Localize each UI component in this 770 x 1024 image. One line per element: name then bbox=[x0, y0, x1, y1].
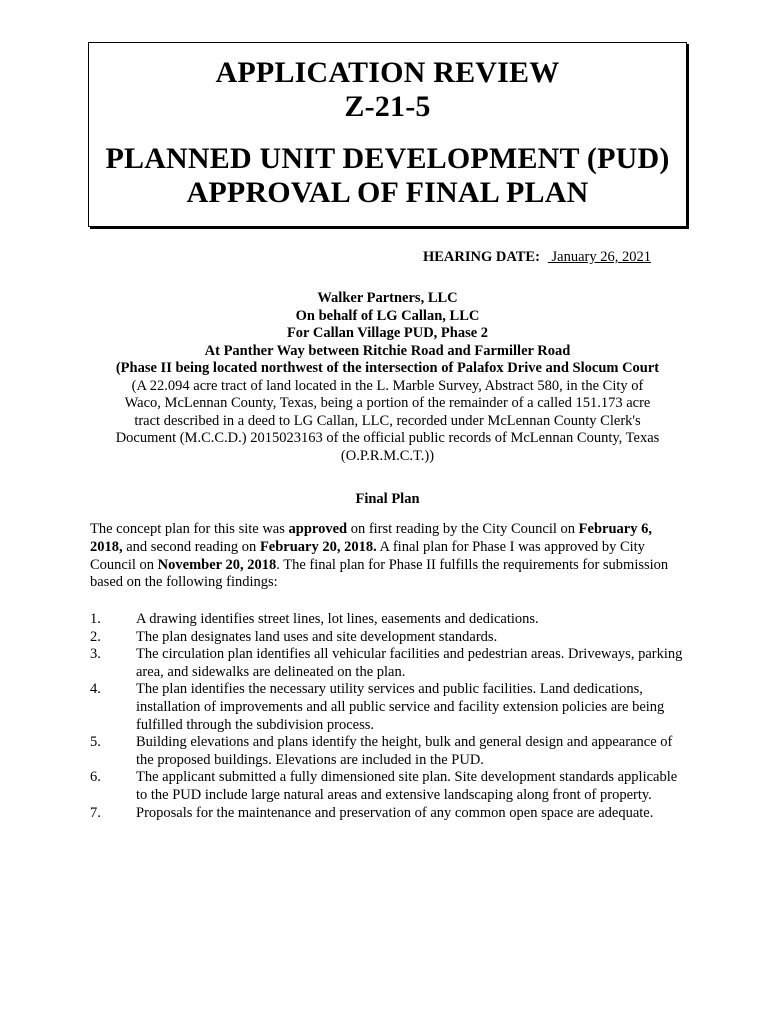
intro-date-second-reading: February 20, 2018. bbox=[259, 538, 377, 555]
finding-item bbox=[90, 769, 688, 804]
hearing-date-value: January 26, 2021 bbox=[551, 249, 651, 265]
title-line-application-review: APPLICATION REVIEW bbox=[215, 56, 560, 89]
finding-text: The circulation plan identifies all vehicular facilities and pedestrian areas. Driveways, parking area, and sidewalks are delineated on the plan. bbox=[136, 646, 683, 680]
finding-number: 3. bbox=[90, 646, 101, 663]
title-line-pud: PLANNED UNIT DEVELOPMENT (PUD) bbox=[105, 142, 670, 175]
title-line-final-plan: APPROVAL OF FINAL PLAN bbox=[186, 176, 589, 209]
intro-approved: approved bbox=[288, 521, 348, 537]
title-line-case-number: Z-21-5 bbox=[344, 90, 431, 123]
applicant-on-behalf: On behalf of LG Callan, LLC bbox=[295, 307, 480, 324]
finding-number: 2. bbox=[90, 628, 101, 645]
finding-text: The plan designates land uses and site development standards. bbox=[136, 628, 498, 645]
finding-number: 6. bbox=[90, 769, 101, 786]
finding-text: A drawing identifies street lines, lot lines, easements and dedications. bbox=[136, 611, 539, 627]
finding-number: 5. bbox=[90, 734, 101, 751]
intro-date-first-reading: February 6, 2018, bbox=[90, 521, 652, 555]
intro-text-2: on first reading by the City Council on bbox=[347, 521, 579, 537]
applicant-legal-description: (A 22.094 acre tract of land located in the L. Marble Survey, Abstract 580, in the City of Waco, McLennan County, Texas, being a portion of the remainder of a called 151.173 acre tract described in a deed to LG Callan, LLC, recorded under McLennan County Clerk's Document (M.C.C.D.) 2015023163 of the official public records of McLennan County, Texas (O.P.R.M.C.T.)) bbox=[115, 377, 660, 464]
finding-item bbox=[90, 629, 688, 647]
intro-text-1: The concept plan for this site was bbox=[90, 521, 289, 537]
hearing-date-label: HEARING DATE: bbox=[422, 249, 540, 265]
finding-text: The applicant submitted a fully dimensioned site plan. Site development standards applicable to the PUD include large natural areas and extensive landscaping along front of property. bbox=[136, 769, 678, 803]
finding-text: Proposals for the maintenance and preservation of any common open space are adequate. bbox=[136, 804, 654, 821]
finding-text: The plan identifies the necessary utility services and public facilities. Land dedications, installation of improvements and all public service and facility extension policies are being fulfilled through the subdivision process. bbox=[136, 681, 665, 733]
title-box bbox=[88, 42, 687, 227]
applicant-project: For Callan Village PUD, Phase 2 bbox=[286, 325, 489, 341]
finding-text: Building elevations and plans identify the height, bulk and general design and appearance of the proposed buildings. Elevations are included in the PUD. bbox=[136, 734, 673, 768]
finding-item bbox=[90, 646, 688, 681]
applicant-location: At Panther Way between Ritchie Road and Farmiller Road bbox=[204, 342, 571, 359]
final-plan-intro bbox=[90, 521, 688, 592]
applicant-phase-note: (Phase II being located northwest of the intersection of Palafox Drive and Slocum Court bbox=[115, 360, 660, 376]
intro-text-3: and second reading on bbox=[122, 538, 260, 555]
hearing-date-line bbox=[0, 248, 651, 266]
intro-date-phase-one: November 20, 2018 bbox=[157, 556, 277, 573]
findings-list bbox=[90, 611, 688, 822]
intro-text-5: . The final plan for Phase II fulfills the requirements for submission based on the following findings: bbox=[90, 556, 669, 591]
finding-item bbox=[90, 611, 688, 629]
finding-number: 4. bbox=[90, 681, 101, 698]
finding-number: 1. bbox=[90, 611, 101, 627]
intro-text-4: A final plan for Phase I was approved by City Council on bbox=[90, 538, 645, 573]
finding-number: 7. bbox=[90, 804, 101, 821]
finding-item bbox=[90, 681, 688, 734]
finding-item bbox=[90, 805, 688, 823]
applicant-name: Walker Partners, LLC bbox=[317, 290, 458, 306]
final-plan-heading: Final Plan bbox=[355, 491, 420, 507]
applicant-block bbox=[88, 290, 687, 465]
finding-item bbox=[90, 734, 688, 769]
